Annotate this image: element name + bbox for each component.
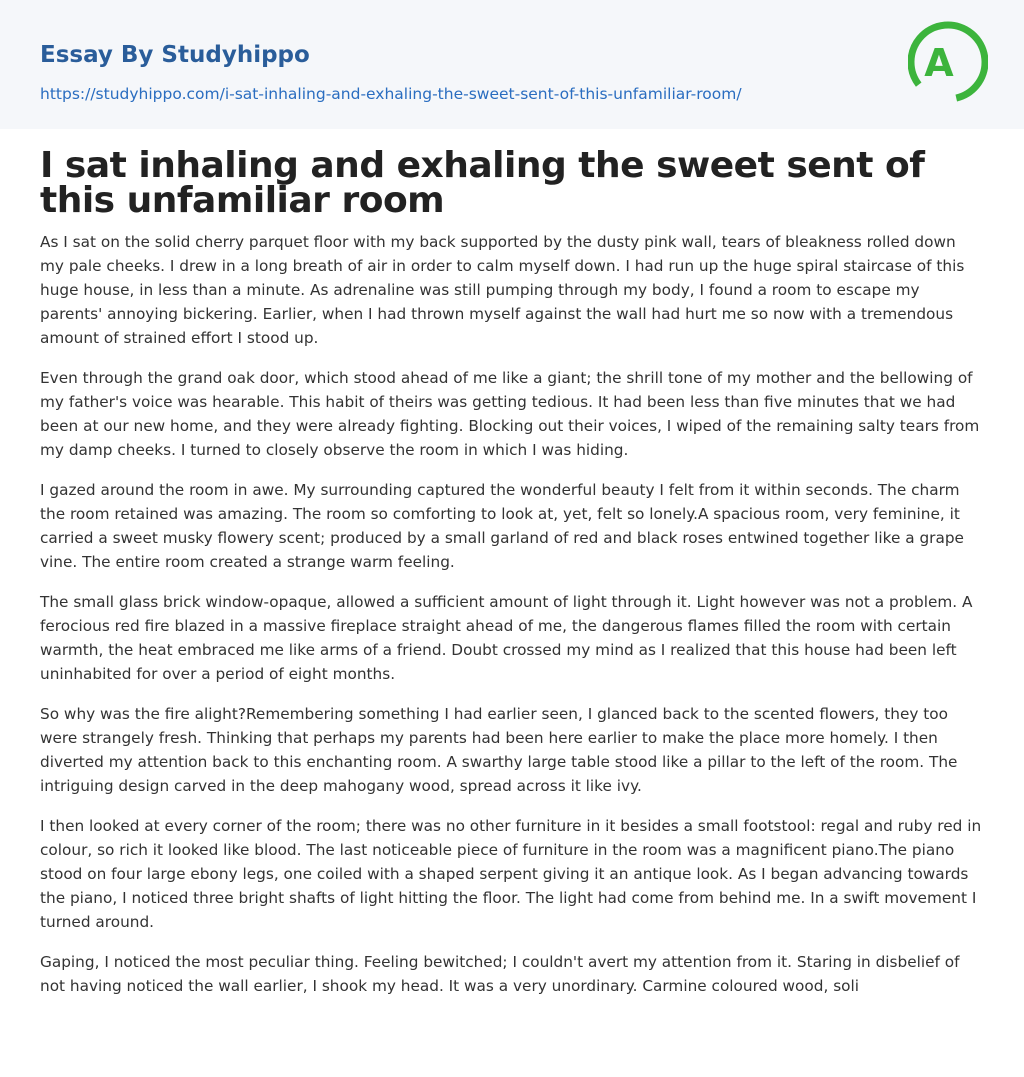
essay-paragraph: I gazed around the room in awe. My surrounding captured the wonderful beauty I felt from it within seconds. The charm the room retained was amazing. The room so comforting to look at, yet, felt so lonely.A spacious room, very feminine, it carried a sweet musky flowery scent; produced by a small garland of red and black roses entwined together like a grape vine. The entire room created a strange warm feeling.: [40, 481, 964, 571]
essay-title: I sat inhaling and exhaling the sweet sent of this unfamiliar room: [40, 145, 925, 221]
essay-paragraph: As I sat on the solid cherry parquet floor with my back supported by the dusty pink wall, tears of bleakness rolled down my pale cheeks. I drew in a long breath of air in order to calm myself down. I had run up the huge spiral staircase of this huge house, in less than a minute. As adrenaline was still pumping through my body, I found a room to escape my parents' annoying bickering. Earlier, when I had thrown myself against the wall had hurt me so now with a tremendous amount of strained effort I stood up.: [40, 233, 965, 347]
studyhippo-logo-icon[interactable]: [908, 18, 988, 106]
site-brand-title[interactable]: Essay By Studyhippo: [40, 42, 310, 68]
essay-paragraph: So why was the fire alight?Remembering something I had earlier seen, I glanced back to the scented flowers, they too were strangely fresh. Thinking that perhaps my parents had been here earlier to make the place more homely. I then diverted my attention back to this enchanting room. A swarthy large table stood like a pillar to the left of the room. The intriguing design carved in the deep mahogany wood, spread across it like ivy.: [40, 705, 958, 795]
essay-paragraph: Even through the grand oak door, which stood ahead of me like a giant; the shrill tone of my mother and the bellowing of my father's voice was hearable. This habit of theirs was getting tedious. It had been less than five minutes that we had been at our new home, and they were already fighting. Blocking out their voices, I wiped of the remaining salty tears from my damp cheeks. I turned to closely observe the room in which I was hiding.: [40, 369, 980, 459]
essay-paragraph: Gaping, I noticed the most peculiar thing. Feeling bewitched; I couldn't avert my attention from it. Staring in disbelief of not having noticed the wall earlier, I shook my head. It was a very unordinary. Carmine coloured wood, soli: [40, 953, 960, 995]
essay-url-link[interactable]: https://studyhippo.com/i-sat-inhaling-and-exhaling-the-sweet-sent-of-this-unfamiliar-room/: [40, 85, 742, 103]
essay-body: [40, 230, 984, 998]
essay-paragraph: The small glass brick window-opaque, allowed a sufficient amount of light through it. Light however was not a problem. A ferocious red fire blazed in a massive fireplace straight ahead of me, the dangerous flames filled the room with certain warmth, the heat embraced me like arms of a friend. Doubt crossed my mind as I realized that this house had been left uninhabited for over a period of eight months.: [40, 593, 973, 683]
site-header: [0, 0, 1024, 129]
logo-letter: A: [924, 41, 954, 85]
essay-paragraph: I then looked at every corner of the room; there was no other furniture in it besides a small footstool: regal and ruby red in colour, so rich it looked like blood. The last noticeable piece of furniture in the room was a magnificent piano.The piano stood on four large ebony legs, one coiled with a shaped serpent giving it an antique look. As I began advancing towards the piano, I noticed three bright shafts of light hitting the floor. The light had come from behind me. In a swift movement I turned around.: [40, 817, 982, 931]
essay-content: [40, 145, 984, 1014]
